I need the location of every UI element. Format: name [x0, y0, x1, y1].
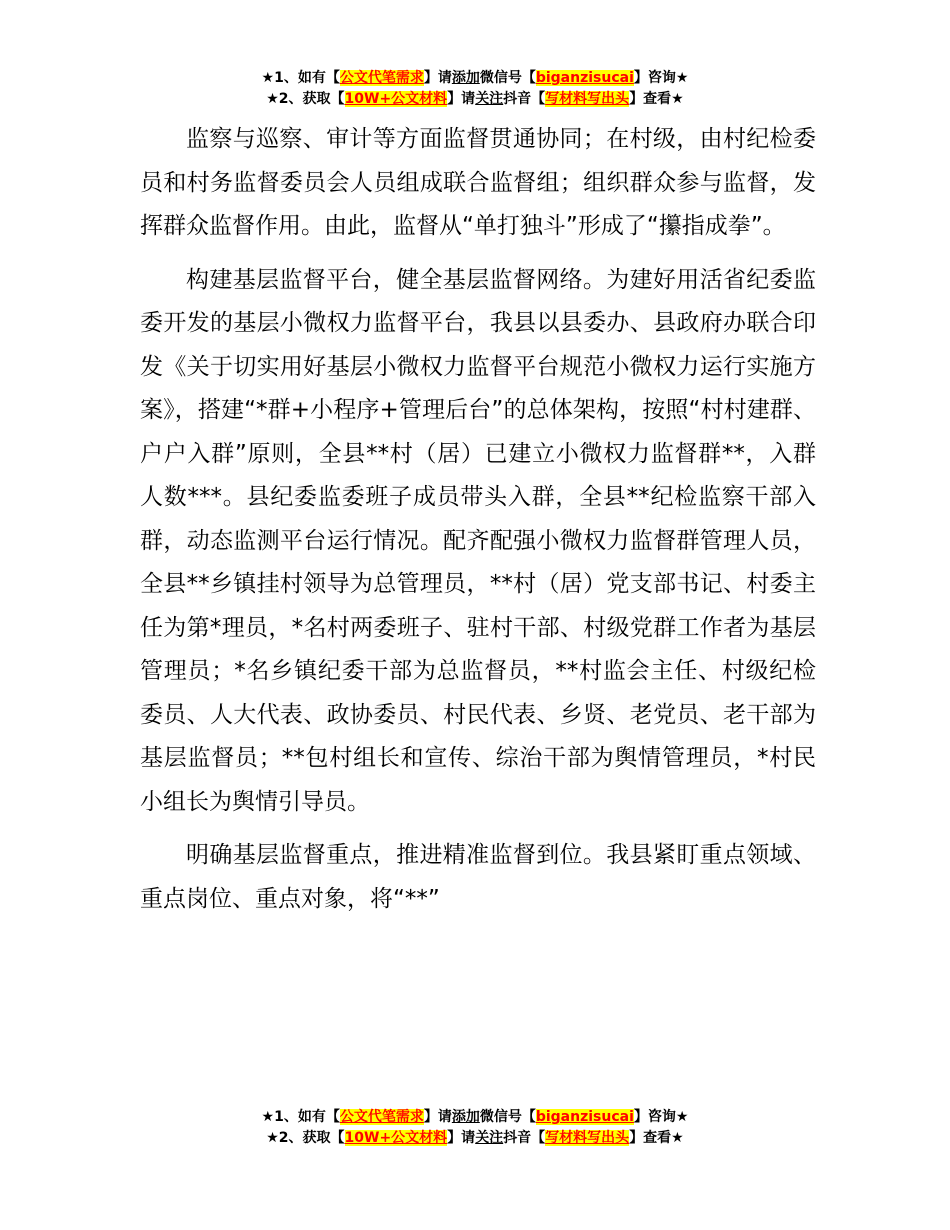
banner-text: 】咨询★	[633, 1109, 689, 1125]
banner-text: 添加	[451, 1109, 480, 1125]
wechat-id: biganzisucai	[535, 70, 634, 86]
banner-line-1	[0, 68, 950, 89]
banner-text: 关注	[475, 1130, 504, 1146]
header-banner	[0, 68, 950, 110]
douyin-account: 写材料写出头	[545, 91, 630, 107]
banner-text: 抖音【	[503, 1130, 546, 1146]
paragraph: 构建基层监督平台，健全基层监督网络。为建好用活省纪委监委开发的基层小微权力监督平台，我县以县委办、县政府办联合印发《关于切实用好基层小微权力监督平台规范小微权力运行实施方案》，搭建“*群+小程序+管理后台”的总体架构，按照“村村建群、户户入群”原则，全县**村（居）已建立小微权力监督群**，入群人数***。县纪委监委班子成员带头入群，全县**纪检监察干部入群，动态监测平台运行情况。配齐配强小微权力监督群管理人员，全县**乡镇挂村领导为总管理员，**村（居）党支部书记、村委主任为第*理员，*名村两委班子、驻村干部、村级党群工作者为基层管理员；*名乡镇纪委干部为总监督员，**村监会主任、村级纪检委员、人大代表、政协委员、村民代表、乡贤、老党员、老干部为基层监督员；**包村组长和宣传、综治干部为舆情管理员，*村民小组长为舆情引导员。	[140, 266, 816, 815]
highlight-materials: 10W+公文材料	[344, 1130, 448, 1146]
banner-text: 】请	[447, 91, 476, 107]
banner-text: 微信号【	[479, 1109, 536, 1125]
highlight-materials: 10W+公文材料	[344, 91, 448, 107]
banner-text: 】请	[423, 1109, 452, 1125]
banner-text: 关注	[475, 91, 504, 107]
banner-text: 】查看★	[629, 1130, 684, 1146]
paragraph: 监察与巡察、审计等方面监督贯通协同；在村级，由村纪检委员和村务监督委员会人员组成联合监督组；组织群众参与监督，发挥群众监督作用。由此，监督从“单打独斗”形成了“攥指成拳”。	[140, 126, 816, 239]
highlight-service: 公文代笔需求	[339, 1109, 424, 1125]
banner-text: ★1、如有【	[261, 70, 340, 86]
banner-text: ★2、获取【	[266, 1130, 345, 1146]
banner-text: 微信号【	[479, 70, 536, 86]
footer-banner	[0, 1107, 950, 1149]
banner-line-1	[0, 1107, 950, 1128]
paragraph: 明确基层监督重点，推进精准监督到位。我县紧盯重点领域、重点岗位、重点对象，将“**”	[140, 842, 816, 912]
banner-text: ★2、获取【	[266, 91, 345, 107]
banner-text: 】请	[423, 70, 452, 86]
wechat-id: biganzisucai	[535, 1109, 634, 1125]
banner-text: 】请	[447, 1130, 476, 1146]
banner-line-2	[0, 1128, 950, 1149]
highlight-service: 公文代笔需求	[339, 70, 424, 86]
banner-text: ★1、如有【	[261, 1109, 340, 1125]
douyin-account: 写材料写出头	[545, 1130, 630, 1146]
banner-text: 抖音【	[503, 91, 546, 107]
banner-text: 】查看★	[629, 91, 684, 107]
banner-line-2	[0, 89, 950, 110]
document-body	[140, 118, 816, 931]
banner-text: 添加	[451, 70, 480, 86]
banner-text: 】咨询★	[633, 70, 689, 86]
